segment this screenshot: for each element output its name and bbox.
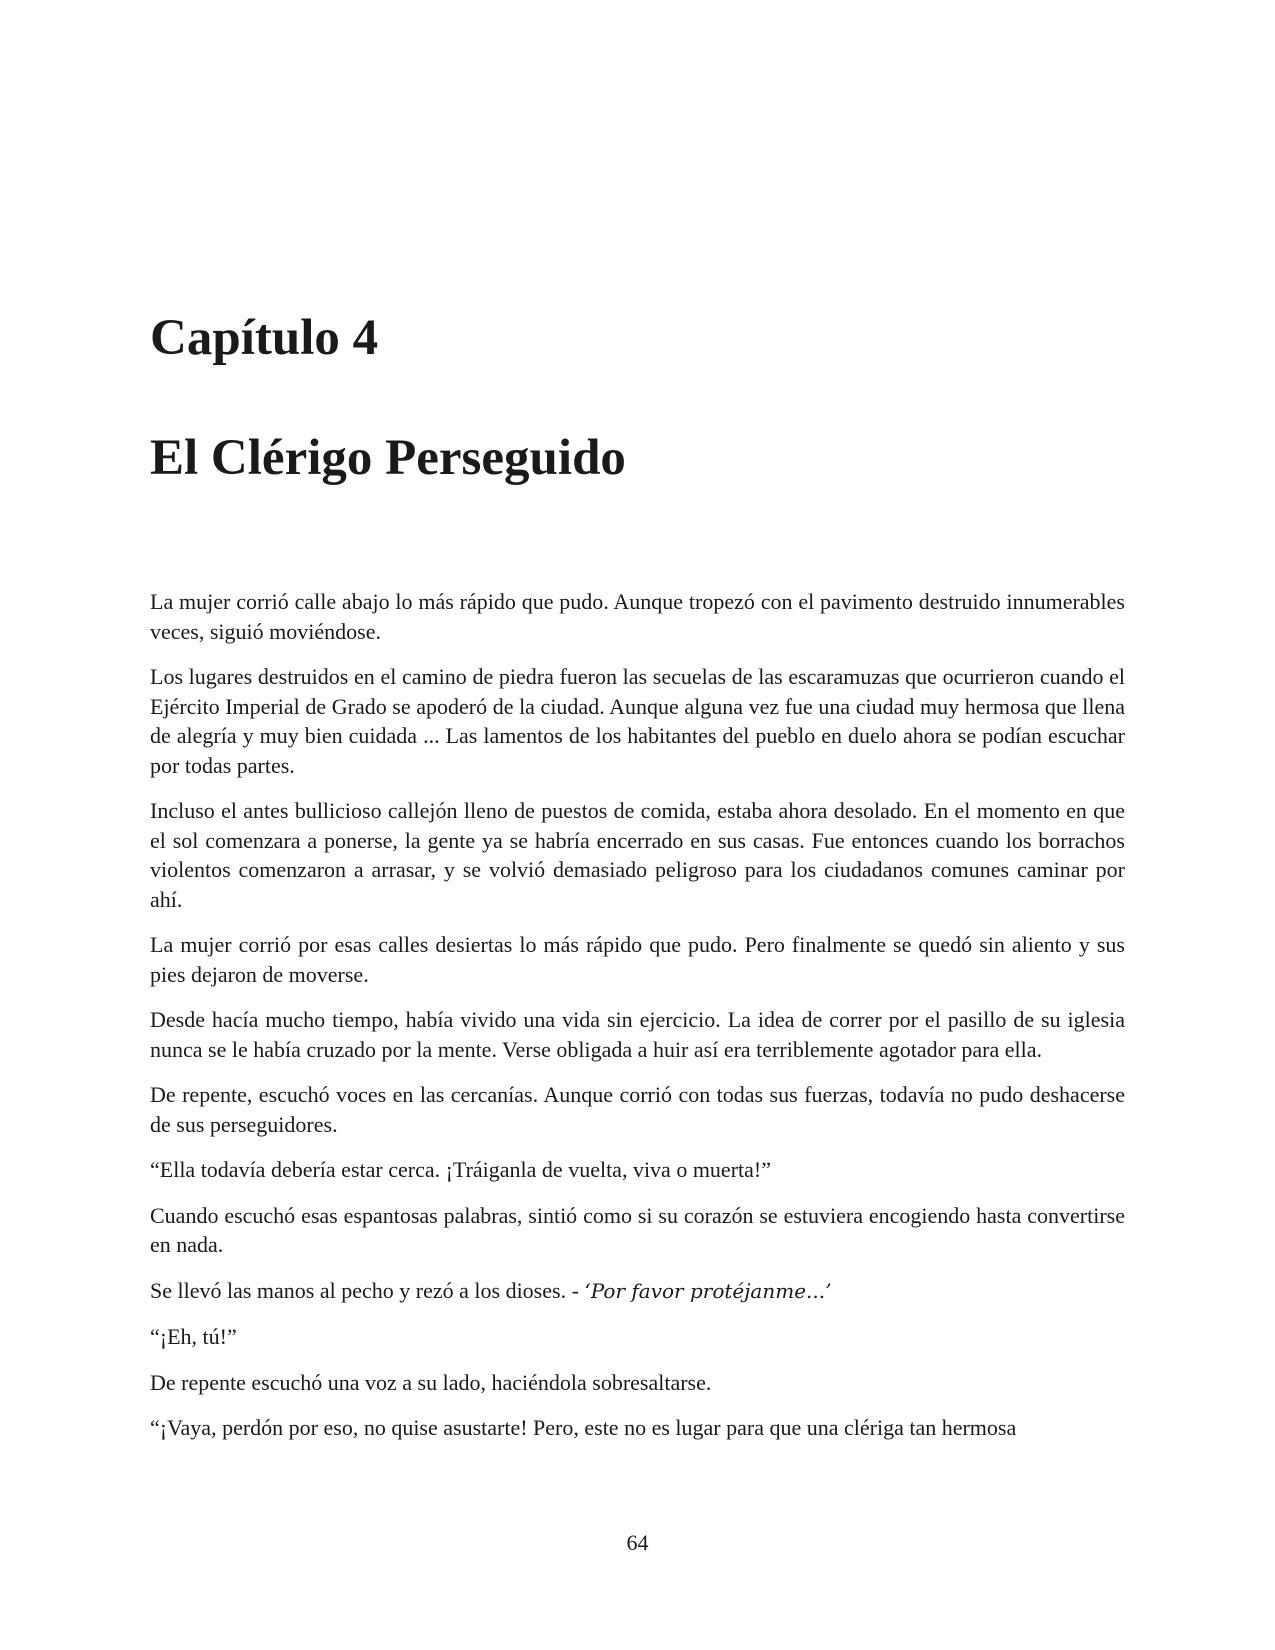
prayer-paragraph <box>150 1276 1125 1307</box>
paragraph: “¡Vaya, perdón por eso, no quise asustarte! Pero, este no es lugar para que una clériga tan hermosa <box>150 1415 1017 1440</box>
prayer-quote: ‘Por favor protéjanme...’ <box>584 1278 832 1303</box>
paragraph: Cuando escuchó esas espantosas palabras, sintió como si su corazón se estuviera encogiendo hasta convertirse en nada. <box>150 1202 1125 1257</box>
page-number: 64 <box>626 1530 649 1555</box>
chapter-title: El Clérigo Perseguido <box>150 430 626 486</box>
paragraph: Los lugares destruidos en el camino de piedra fueron las secuelas de las escaramuzas que ocurrieron cuando el Ejército Imperial de Grado se apoderó de la ciudad. Aunque alguna vez fue una ciudad muy hermosa que llena de alegría y muy bien cuidada ... Las lamentos de los habitantes del pueblo en duelo ahora se podían escuchar por todas partes. <box>150 664 1125 778</box>
paragraph: Incluso el antes bullicioso callejón lleno de puestos de comida, estaba ahora desolado. En el momento en que el sol comenzara a ponerse, la gente ya se habría encerrado en sus casas. Fue entonces cuando los borrachos violentos comenzaron a arrasar, y se volvió demasiado peligroso para los ciudadanos comunes caminar por ahí. <box>150 798 1125 912</box>
paragraph: “¡Eh, tú!” <box>150 1324 237 1349</box>
prayer-text: Se llevó las manos al pecho y rezó a los dioses. - <box>150 1277 585 1303</box>
paragraph: La mujer corrió por esas calles desiertas lo más rápido que pudo. Pero finalmente se quedó sin aliento y sus pies dejaron de moverse. <box>150 932 1125 987</box>
paragraph: “Ella todavía debería estar cerca. ¡Tráiganla de vuelta, viva o muerta!” <box>150 1157 771 1182</box>
chapter-number: Capítulo 4 <box>150 310 379 366</box>
paragraph: Desde hacía mucho tiempo, había vivido una vida sin ejercicio. La idea de correr por el pasillo de su iglesia nunca se le había cruzado por la mente. Verse obligada a huir así era terriblemente agotador para ella. <box>150 1007 1125 1062</box>
chapter-body <box>150 587 1125 1487</box>
book-page <box>150 0 1125 1650</box>
paragraph: La mujer corrió calle abajo lo más rápido que pudo. Aunque tropezó con el pavimento destruido innumerables veces, siguió moviéndose. <box>150 589 1125 644</box>
paragraph: De repente escuchó una voz a su lado, haciéndola sobresaltarse. <box>150 1369 712 1395</box>
paragraph: De repente, escuchó voces en las cercanías. Aunque corrió con todas sus fuerzas, todavía no pudo deshacerse de sus perseguidores. <box>150 1082 1125 1137</box>
